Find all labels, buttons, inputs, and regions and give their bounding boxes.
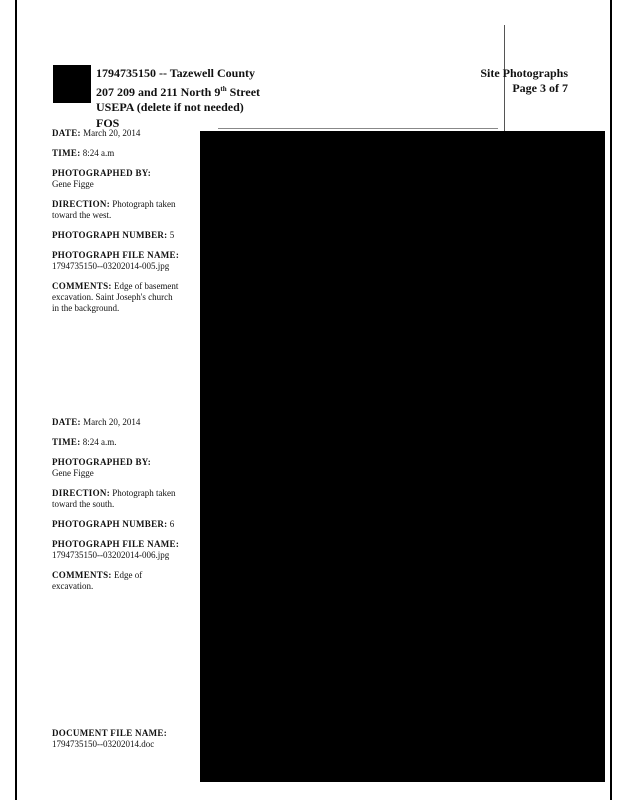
site-program: FOS bbox=[96, 115, 120, 130]
photo-6-direction: DIRECTION: Photograph taken bbox=[52, 488, 176, 498]
agency-logo bbox=[53, 65, 91, 103]
site-agency: USEPA (delete if not needed) bbox=[96, 100, 244, 114]
document-file-name: 1794735150--03202014.doc bbox=[52, 739, 155, 749]
photo-top-line bbox=[218, 128, 498, 129]
page-title: Site Photographs bbox=[480, 66, 568, 80]
photo-6-file-label: PHOTOGRAPH FILE NAME: bbox=[52, 539, 180, 549]
photo-5-direction: DIRECTION: Photograph taken bbox=[52, 199, 176, 209]
site-info bbox=[96, 66, 260, 131]
page-number: Page 3 of 7 bbox=[512, 81, 568, 95]
photo-5-details bbox=[52, 128, 202, 314]
photo-6-direction-2: toward the south. bbox=[52, 499, 115, 509]
photo-5-file-label: PHOTOGRAPH FILE NAME: bbox=[52, 250, 180, 260]
photo-5-time: TIME: 8:24 a.m bbox=[52, 148, 115, 158]
photo-5-date: DATE: March 20, 2014 bbox=[52, 128, 141, 138]
photo-5-direction-2: toward the west. bbox=[52, 210, 112, 220]
photo-6-by: Gene Figge bbox=[52, 468, 94, 478]
photo-6-file: 1794735150--03202014-006.jpg bbox=[52, 550, 170, 560]
photo-6-details bbox=[52, 417, 202, 592]
photo-5-comments-2: excavation. Saint Joseph's church bbox=[52, 292, 173, 302]
page-header-right bbox=[480, 66, 568, 96]
photo-6-by-label: PHOTOGRAPHED BY: bbox=[52, 457, 152, 467]
photo-5-comments: COMMENTS: Edge of basement bbox=[52, 281, 179, 291]
photo-6-date: DATE: March 20, 2014 bbox=[52, 417, 141, 427]
site-address: 207 209 and 211 North 9th Street bbox=[96, 84, 261, 99]
right-border-line bbox=[610, 0, 612, 800]
photo-6-number: PHOTOGRAPH NUMBER: 6 bbox=[52, 519, 175, 529]
site-id-county: 1794735150 -- Tazewell County bbox=[96, 66, 255, 80]
photo-5-by-label: PHOTOGRAPHED BY: bbox=[52, 168, 152, 178]
redacted-photograph bbox=[200, 131, 605, 782]
photo-6-time: TIME: 8:24 a.m. bbox=[52, 437, 117, 447]
photo-6-comments: COMMENTS: Edge of bbox=[52, 570, 143, 580]
document-file-label: DOCUMENT FILE NAME: bbox=[52, 728, 168, 738]
photo-5-number: PHOTOGRAPH NUMBER: 5 bbox=[52, 230, 175, 240]
photo-6-comments-2: excavation. bbox=[52, 581, 94, 591]
photo-5-by: Gene Figge bbox=[52, 179, 94, 189]
left-border-line bbox=[15, 0, 17, 800]
photo-5-file: 1794735150--03202014-005.jpg bbox=[52, 261, 170, 271]
photo-5-comments-3: in the background. bbox=[52, 303, 120, 313]
document-file-info bbox=[52, 728, 202, 750]
